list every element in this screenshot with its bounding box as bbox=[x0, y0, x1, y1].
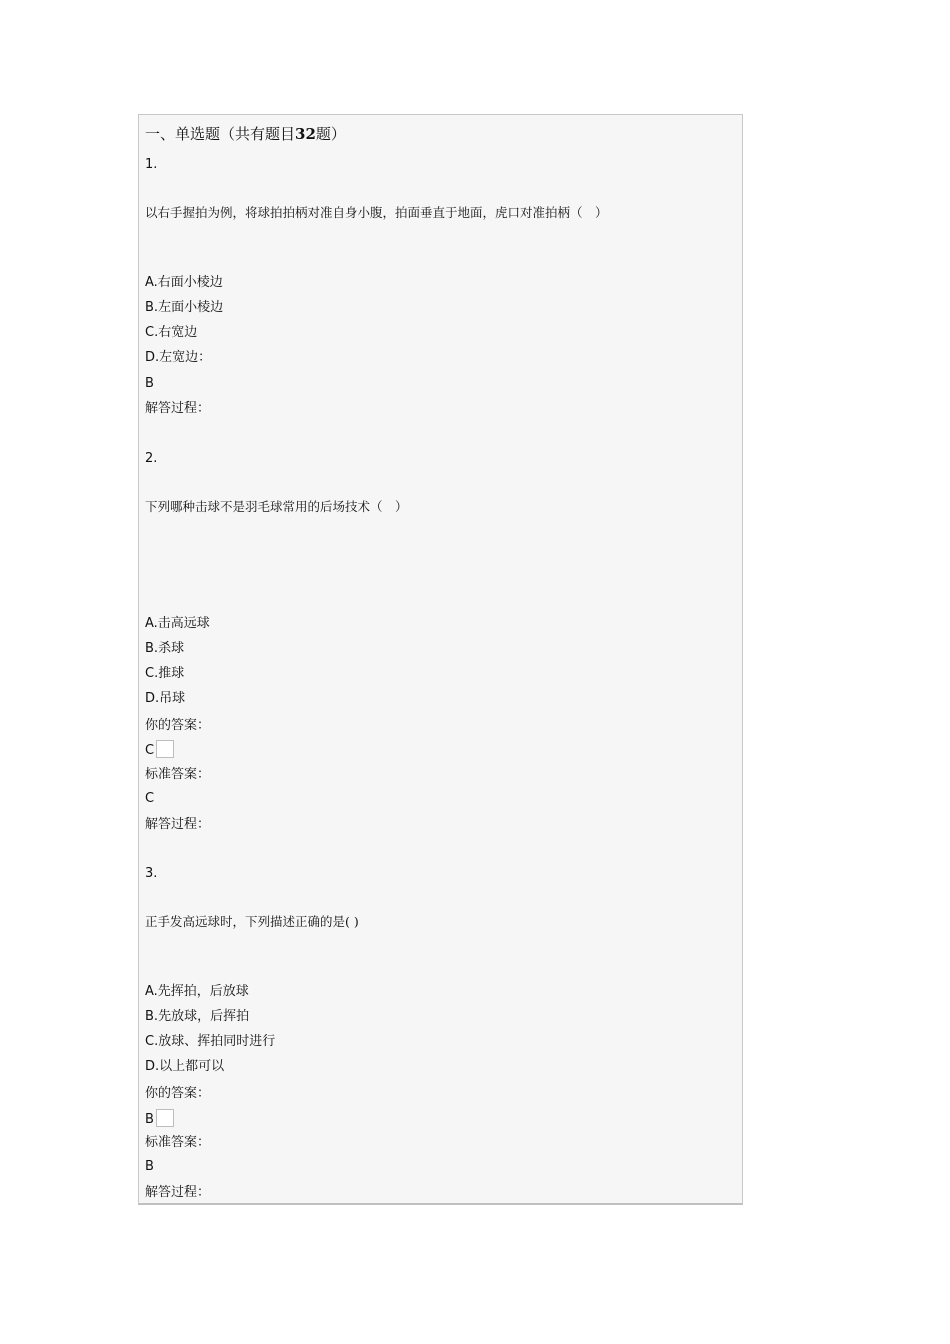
question-2-std-answer-label: 标准答案： bbox=[145, 767, 211, 782]
exam-panel bbox=[138, 114, 743, 1205]
option-letter: A. bbox=[145, 984, 158, 999]
option-text: 右面小棱边 bbox=[157, 275, 223, 290]
question-3-option-d[interactable] bbox=[145, 1057, 224, 1077]
question-2-std-answer: C bbox=[145, 791, 155, 806]
option-letter: A. bbox=[145, 275, 158, 290]
option-letter: D. bbox=[145, 350, 160, 365]
section-title bbox=[145, 124, 346, 144]
option-text: 放球、挥拍同时进行 bbox=[158, 1034, 276, 1049]
question-3-your-answer-label: 你的答案： bbox=[145, 1086, 211, 1101]
question-2-stem: 下列哪种击球不是羽毛球常用的后场技术（ ） bbox=[145, 499, 408, 514]
option-letter: B. bbox=[145, 300, 159, 315]
option-text: 左面小棱边 bbox=[158, 300, 224, 315]
your-answer-value: C bbox=[145, 743, 155, 758]
question-1-explain-label: 解答过程： bbox=[145, 401, 211, 416]
question-1-answer: B bbox=[145, 376, 154, 391]
option-letter: B. bbox=[145, 1009, 159, 1024]
question-1-option-b[interactable] bbox=[145, 298, 223, 318]
option-text: 先挥拍，后放球 bbox=[157, 984, 249, 999]
option-letter: A. bbox=[145, 616, 158, 631]
question-2-number: 2. bbox=[145, 451, 158, 466]
question-3-option-c[interactable] bbox=[145, 1032, 275, 1052]
option-letter: C. bbox=[145, 1034, 159, 1049]
question-3-stem: 正手发高远球时，下列描述正确的是( ) bbox=[145, 914, 359, 929]
your-answer-value: B bbox=[145, 1112, 154, 1127]
question-2-option-c[interactable] bbox=[145, 664, 184, 684]
question-1-option-d[interactable] bbox=[145, 348, 211, 368]
section-title-prefix: 一、单选题（共有题目 bbox=[145, 125, 296, 143]
option-letter: D. bbox=[145, 691, 160, 706]
question-1-option-c[interactable] bbox=[145, 323, 197, 343]
option-text: 推球 bbox=[158, 666, 185, 681]
question-3-number: 3. bbox=[145, 866, 158, 881]
option-letter: C. bbox=[145, 325, 159, 340]
option-letter: D. bbox=[145, 1059, 160, 1074]
option-text: 以上都可以 bbox=[159, 1059, 225, 1074]
question-1-number: 1. bbox=[145, 157, 158, 172]
question-1-option-a[interactable] bbox=[145, 273, 223, 293]
option-text: 右宽边 bbox=[158, 325, 198, 340]
question-3-std-answer-label: 标准答案： bbox=[145, 1135, 211, 1150]
question-3-option-a[interactable] bbox=[145, 982, 249, 1002]
question-2-option-a[interactable] bbox=[145, 614, 210, 634]
section-title-suffix: 题） bbox=[315, 125, 346, 143]
question-3-explain-label: 解答过程： bbox=[145, 1185, 211, 1200]
question-3-your-answer bbox=[145, 1109, 174, 1130]
question-2-option-d[interactable] bbox=[145, 689, 185, 709]
question-2-your-answer bbox=[145, 740, 174, 761]
option-text: 左宽边： bbox=[159, 350, 212, 365]
answer-mark-box bbox=[156, 1109, 174, 1127]
option-text: 先放球，后挥拍 bbox=[158, 1009, 250, 1024]
question-2-option-b[interactable] bbox=[145, 639, 184, 659]
question-3-std-answer: B bbox=[145, 1159, 154, 1174]
option-text: 吊球 bbox=[159, 691, 186, 706]
question-3-option-b[interactable] bbox=[145, 1007, 249, 1027]
question-2-explain-label: 解答过程： bbox=[145, 817, 211, 832]
option-letter: B. bbox=[145, 641, 159, 656]
option-letter: C. bbox=[145, 666, 159, 681]
option-text: 杀球 bbox=[158, 641, 185, 656]
answer-mark-box bbox=[156, 740, 174, 758]
question-2-your-answer-label: 你的答案： bbox=[145, 718, 211, 733]
option-text: 击高远球 bbox=[157, 616, 210, 631]
section-title-count: 32 bbox=[295, 125, 316, 143]
question-1-stem: 以右手握拍为例，将球拍拍柄对准自身小腹，拍面垂直于地面，虎口对准拍柄（ ） bbox=[145, 205, 608, 220]
